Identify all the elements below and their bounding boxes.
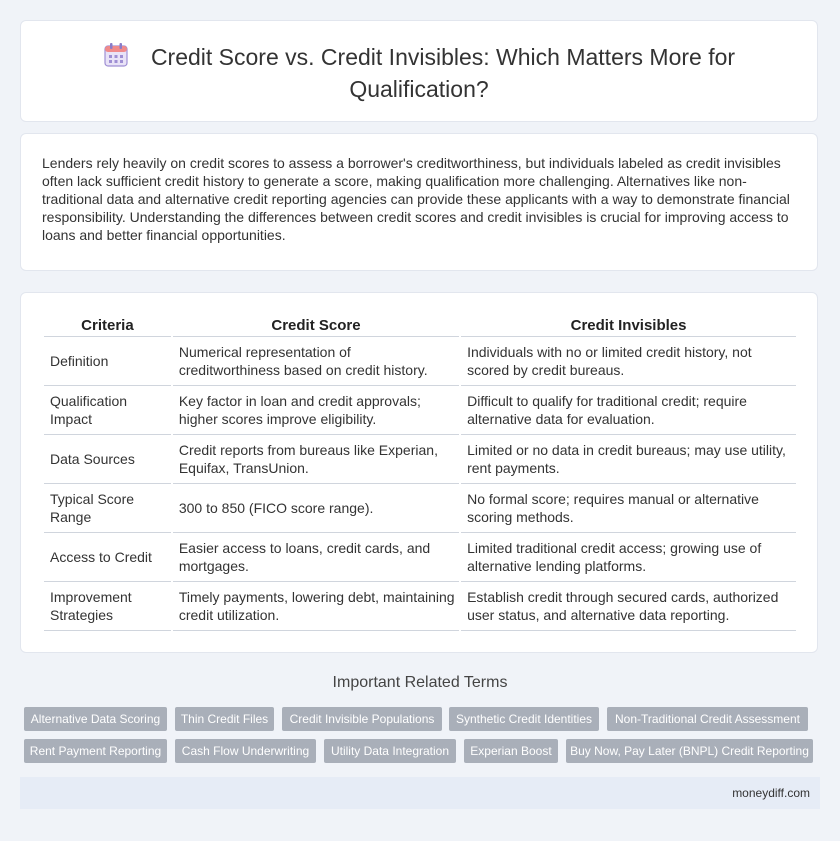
related-term-tag[interactable]: Alternative Data Scoring [24, 707, 167, 731]
header-card [20, 20, 818, 122]
row-criteria: Typical Score Range [44, 484, 171, 533]
row-credit-invisibles: Individuals with no or limited credit history, not scored by credit bureaus. [461, 337, 796, 386]
page-title [21, 42, 817, 104]
comparison-table [42, 315, 798, 631]
title-line-1: Credit Score vs. Credit Invisibles: Which Matters More for [150, 44, 736, 70]
related-term-tag[interactable]: Non-Traditional Credit Assessment [607, 707, 808, 731]
row-credit-score: Easier access to loans, credit cards, and mortgages. [173, 533, 459, 582]
intro-card [20, 133, 818, 271]
row-credit-score: Credit reports from bureaus like Experian, Equifax, TransUnion. [173, 435, 459, 484]
row-credit-invisibles: Limited traditional credit access; growing use of alternative lending platforms. [461, 533, 796, 582]
table-row [44, 533, 796, 582]
header-criteria: Criteria [44, 315, 171, 337]
row-credit-invisibles: Difficult to qualify for traditional credit; require alternative data for evaluation. [461, 386, 796, 435]
row-credit-score: Numerical representation of creditworthiness based on credit history. [173, 337, 459, 386]
related-terms-title: Important Related Terms [332, 674, 508, 691]
related-term-tag[interactable]: Utility Data Integration [324, 739, 456, 763]
table-row [44, 337, 796, 386]
related-term-tag[interactable]: Rent Payment Reporting [24, 739, 167, 763]
related-term-tag[interactable]: Buy Now, Pay Later (BNPL) Credit Reporting [566, 739, 813, 763]
row-credit-score: Timely payments, lowering debt, maintaining credit utilization. [173, 582, 459, 631]
related-term-tag[interactable]: Cash Flow Underwriting [175, 739, 316, 763]
comparison-card [20, 292, 818, 653]
row-credit-score: 300 to 850 (FICO score range). [173, 484, 459, 533]
header-credit-invisibles: Credit Invisibles [461, 315, 796, 337]
table-header-row [44, 315, 796, 337]
row-criteria: Data Sources [44, 435, 171, 484]
title-line-2: Qualification? [349, 76, 489, 102]
footer [20, 777, 820, 809]
table-row [44, 386, 796, 435]
table-row [44, 435, 796, 484]
row-credit-invisibles: Establish credit through secured cards, authorized user status, and alternative data reporting. [461, 582, 796, 631]
row-credit-score: Key factor in loan and credit approvals; higher scores improve eligibility. [173, 386, 459, 435]
related-term-tag[interactable]: Credit Invisible Populations [282, 707, 442, 731]
related-term-tag[interactable]: Thin Credit Files [175, 707, 274, 731]
intro-text: Lenders rely heavily on credit scores to assess a borrower's creditworthiness, but individuals labeled as credit invisibles often lack sufficient credit history to generate a score, making qualification more challenging. Alternatives like non-traditional data and alternative credit reporting agencies can provide these applicants with a way to demonstrate financial responsibility. Understanding the differences between credit scores and credit invisibles is crucial for improving access to loans and better financial opportunities. [42, 155, 790, 243]
row-credit-invisibles: No formal score; requires manual or alternative scoring methods. [461, 484, 796, 533]
related-term-tag[interactable]: Synthetic Credit Identities [449, 707, 599, 731]
row-credit-invisibles: Limited or no data in credit bureaus; may use utility, rent payments. [461, 435, 796, 484]
row-criteria: Access to Credit [44, 533, 171, 582]
row-criteria: Improvement Strategies [44, 582, 171, 631]
footer-site[interactable]: moneydiff.com [732, 786, 810, 800]
table-row [44, 484, 796, 533]
calendar-icon [103, 42, 129, 75]
row-criteria: Definition [44, 337, 171, 386]
related-term-tag[interactable]: Experian Boost [464, 739, 558, 763]
header-credit-score: Credit Score [173, 315, 459, 337]
row-criteria: Qualification Impact [44, 386, 171, 435]
table-row [44, 582, 796, 631]
